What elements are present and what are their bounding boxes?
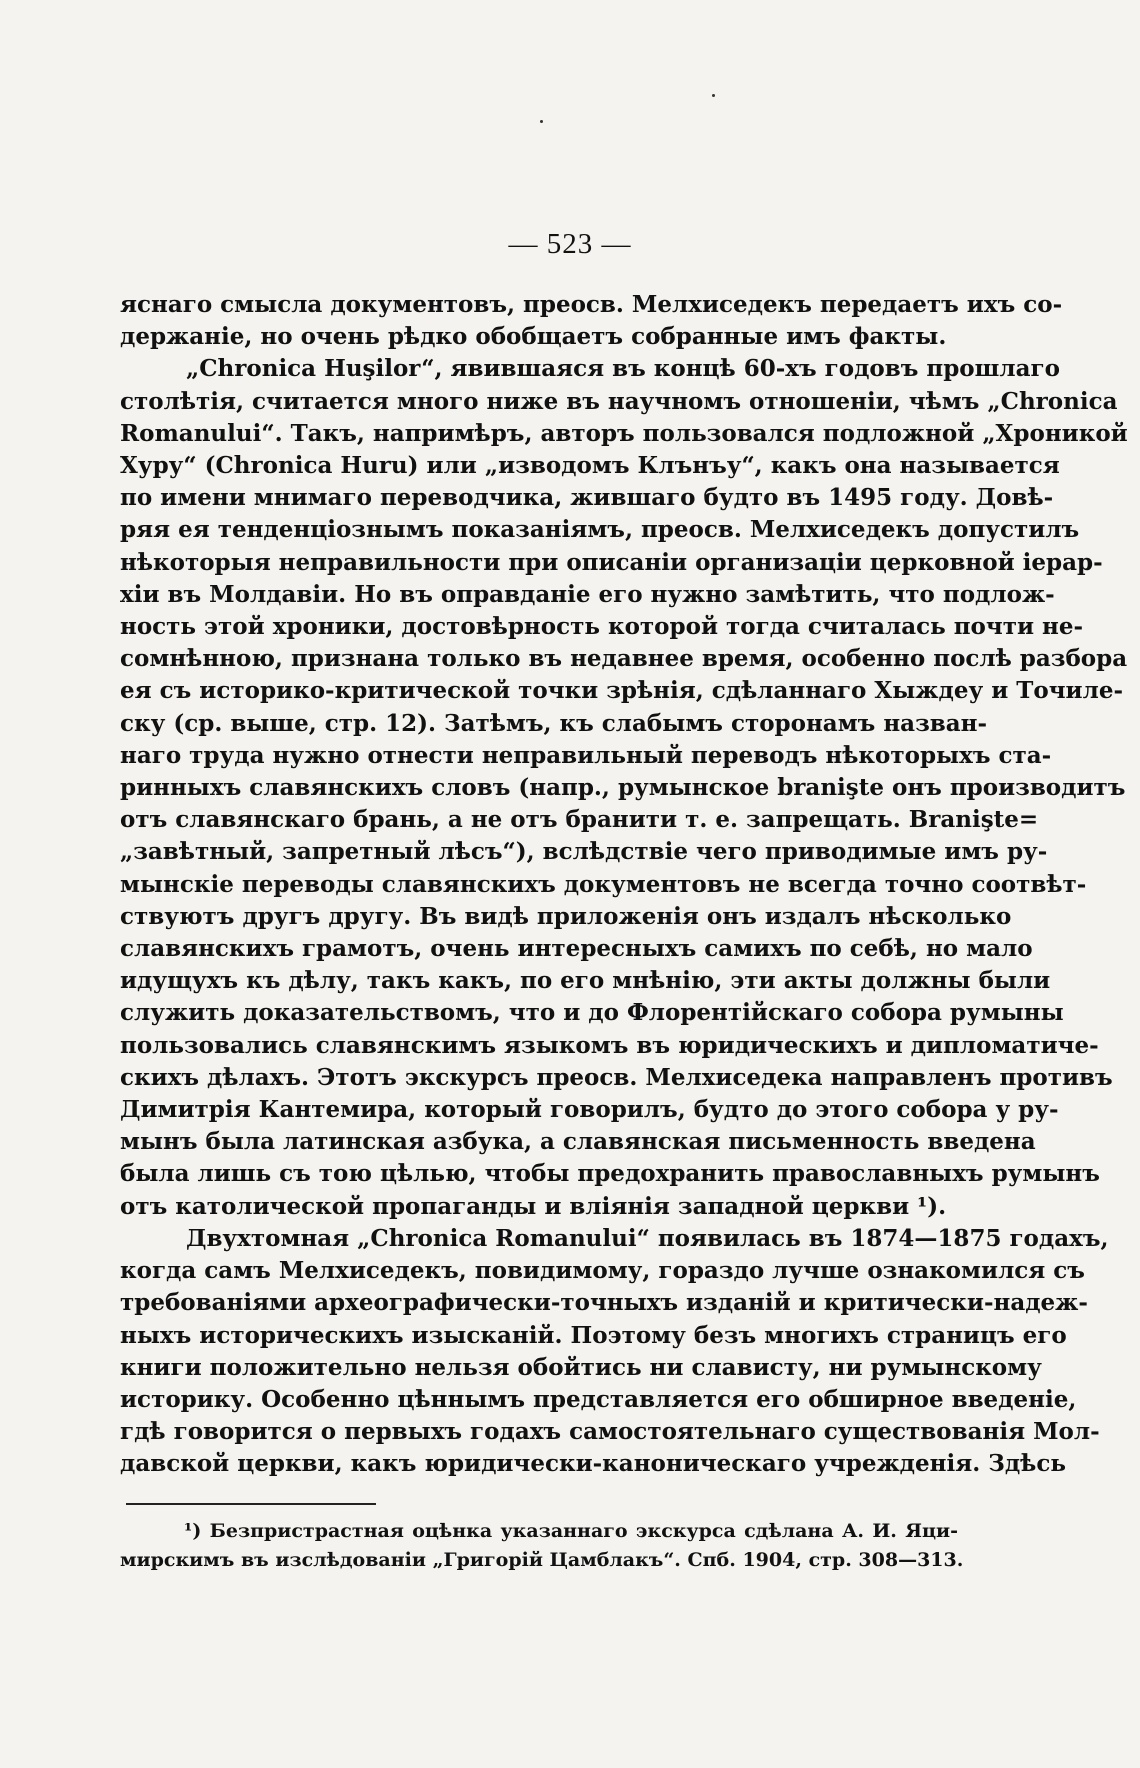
text-line: пользовались славянскимъ языкомъ въ юридическихъ и дипломатиче- [120,1031,1099,1059]
text-line: книги положительно нельзя обойтись ни слависту, ни румынскому [120,1353,1042,1381]
text-line: ныхъ историческихъ изысканій. Поэтому безъ многихъ страницъ его [120,1321,1067,1349]
text-line: Димитрія Кантемира, который говорилъ, будто до этого собора у ру- [120,1096,1059,1124]
text-line: Romanului“. Такъ, напримѣръ, авторъ пользовался подложной „Хроникой [120,419,1128,447]
text-line: идущухъ къ дѣлу, такъ какъ, по его мнѣнію, эти акты должны были [120,967,1051,995]
body-text [120,289,1128,1481]
text-line: скихъ дѣлахъ. Этотъ экскурсъ преосв. Мелхиседека направленъ противъ [120,1063,1113,1091]
text-line: столѣтія, считается много ниже въ научномъ отношеніи, чѣмъ „Chronica [120,387,1118,415]
footnote-line: мирскимъ въ изслѣдованіи „Григорій Цамблакъ“. Спб. 1904, стр. 308—313. [120,1549,964,1571]
text-line: давской церкви, какъ юридически-каноническаго учрежденія. Здѣсь [120,1450,1066,1478]
text-line: держаніе, но очень рѣдко обобщаетъ собранные имъ факты. [120,323,947,351]
text-line: ность этой хроники, достовѣрность которой тогда считалась почти не- [120,613,1084,641]
text-line: яснаго смысла документовъ, преосв. Мелхиседекъ передаетъ ихъ со- [120,291,1063,318]
text-line: ствуютъ другъ другу. Въ видѣ приложенія онъ издалъ нѣсколько [120,902,1012,930]
text-line: сомнѣнною, признана только въ недавнее время, особенно послѣ разбора [120,645,1128,673]
text-line: служить доказательствомъ, что и до Флорентійскаго собора румыны [120,999,1064,1027]
text-line: отъ католической пропаганды и вліянія западной церкви ¹). [120,1192,947,1220]
text-line: когда самъ Мелхиседекъ, повидимому, гораздо лучше ознакомился съ [120,1257,1085,1285]
text-line: наго труда нужно отнести неправильный переводъ нѣкоторыхъ ста- [120,741,1052,769]
text-line: Хуру“ (Chronica Huru) или „изводомъ Клънъу“, какъ она называется [120,452,1060,480]
text-line: мынскіе переводы славянскихъ документовъ не всегда точно соотвѣт- [120,870,1087,898]
text-line: ряя ея тенденціознымъ показаніямъ, преосв. Мелхиседекъ допустилъ [120,516,1080,544]
text-line: ея съ историко-критической точки зрѣнія, сдѣланнаго Хыждеу и Точиле- [120,677,1124,705]
scan-speck [712,94,715,97]
text-line: по имени мнимаго переводчика, жившаго будто въ 1495 году. Довѣ- [120,484,1054,512]
text-line: хіи въ Молдавіи. Но въ оправданіе его нужно замѣтить, что подлож- [120,580,1055,608]
text-line: Двухтомная „Chronica Romanului“ появилась въ 1874—1875 годахъ, [186,1224,1109,1252]
footnote-divider [126,1503,376,1505]
text-line: мынъ была латинская азбука, а славянская письменность введена [120,1128,1036,1156]
text-line: отъ славянскаго брань, а не отъ бранити т. е. запрещать. Branişte= [120,806,1039,834]
text-line: гдѣ говорится о первыхъ годахъ самостоятельнаго существованія Мол- [120,1418,1100,1446]
text-line: историку. Особенно цѣннымъ представляется его обширное введеніе, [120,1385,1077,1413]
text-line: „завѣтный, запретный лѣсъ“), вслѣдствіе чего приводимые имъ ру- [120,838,1048,866]
footnote-line: ¹) Безпристрастная оцѣнка указаннаго экскурса сдѣлана А. И. Яци- [184,1520,958,1542]
text-line: нѣкоторыя неправильности при описаніи организаціи церковной іерар- [120,548,1103,576]
text-line: ринныхъ славянскихъ словъ (напр., румынское branişte онъ производитъ [120,774,1126,802]
text-line: была лишь съ тою цѣлью, чтобы предохранить православныхъ румынъ [120,1160,1100,1188]
text-line: ску (ср. выше, стр. 12). Затѣмъ, къ слабымъ сторонамъ назван- [120,709,988,737]
text-line: „Chronica Huşilor“, явившаяся въ концѣ 60-хъ годовъ прошлаго [186,355,1060,383]
text-line: славянскихъ грамотъ, очень интересныхъ самихъ по себѣ, но мало [120,935,1033,963]
text-line: требованіями археографически-точныхъ изданій и критически-надеж- [120,1289,1088,1317]
page-number: — 523 — [508,228,632,260]
footnotes [120,1517,964,1575]
scan-speck [540,120,543,123]
